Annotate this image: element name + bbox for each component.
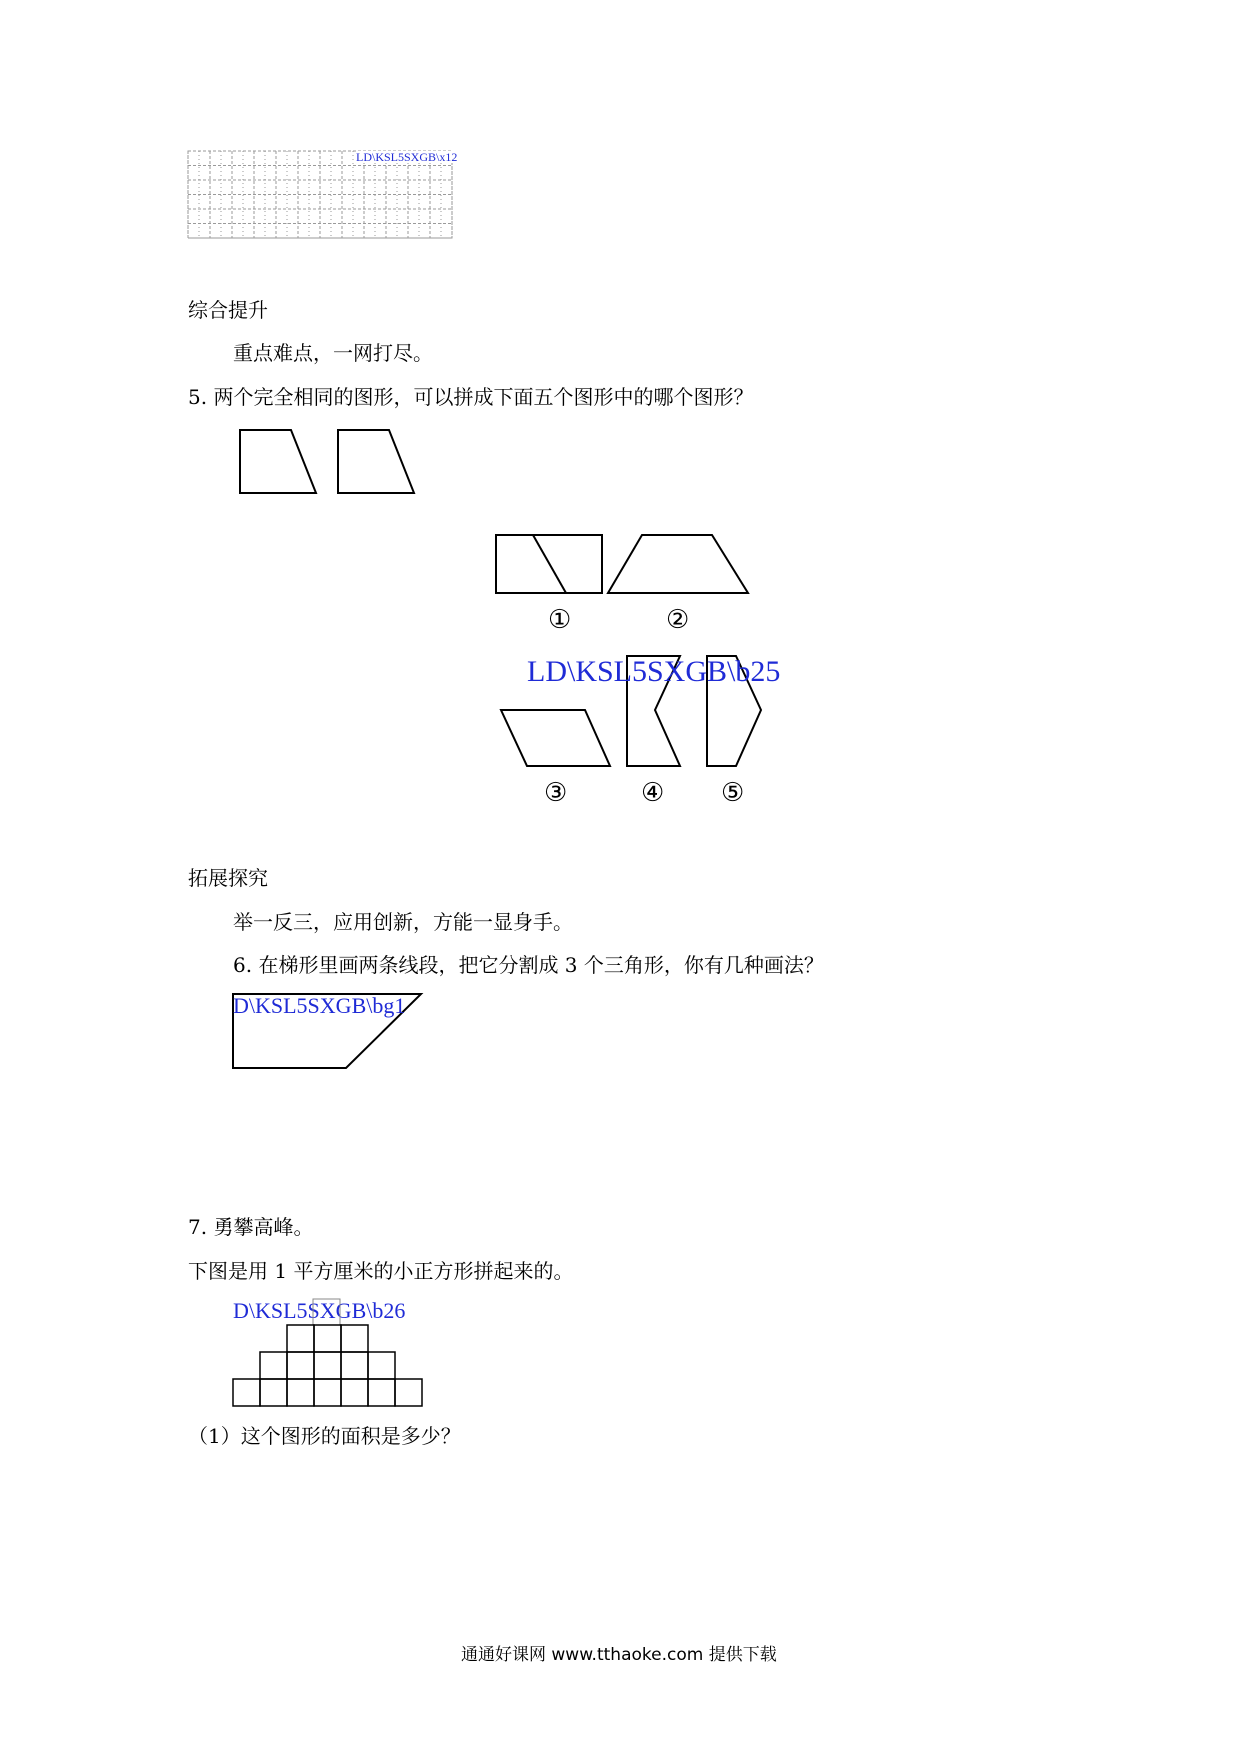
option-4-label: ④ (641, 778, 665, 808)
section-heading-extension: 拓展探究 (188, 866, 268, 890)
unit-square (287, 1352, 314, 1379)
page-footer: 通通好课网 www.tthaoke.com 提供下载 (461, 1645, 777, 1665)
question-6: 6. 在梯形里画两条线段，把它分割成 3 个三角形，你有几种画法？ (233, 953, 824, 977)
option-3-label: ③ (544, 778, 568, 808)
question-7-part-1: （1）这个图形的面积是多少？ (188, 1424, 461, 1448)
unit-square (233, 1379, 260, 1406)
option-2-label: ② (666, 605, 690, 635)
unit-square (341, 1325, 368, 1352)
unit-square (260, 1352, 287, 1379)
section-motto-comprehensive: 重点难点，一网打尽。 (233, 341, 433, 365)
unit-square (314, 1352, 341, 1379)
q5-ref-label: LD\KSL5SXGB\b25 (527, 655, 781, 688)
unit-square (368, 1379, 395, 1406)
unit-square (314, 1325, 341, 1352)
question-7-description: 下图是用 1 平方厘米的小正方形拼起来的。 (188, 1259, 574, 1283)
section-motto-extension: 举一反三，应用创新，方能一显身手。 (233, 910, 573, 934)
grid-ref-label: LD\KSL5SXGB\x12 (356, 150, 458, 164)
unit-square (368, 1352, 395, 1379)
unit-square (341, 1379, 368, 1406)
unit-square (260, 1379, 287, 1406)
unit-square (287, 1325, 314, 1352)
unit-square (314, 1379, 341, 1406)
option-1-label: ① (548, 605, 572, 635)
unit-square (287, 1379, 314, 1406)
question-7-title: 7. 勇攀高峰。 (188, 1215, 314, 1239)
option-5-label: ⑤ (721, 778, 745, 808)
q6-ref-label: D\KSL5SXGB\bg1 (233, 993, 406, 1018)
unit-square (395, 1379, 422, 1406)
ref-box (313, 1299, 340, 1325)
q7-ref-label: D\KSL5SXGB\b26 (233, 1298, 406, 1323)
unit-square (341, 1352, 368, 1379)
section-heading-comprehensive: 综合提升 (188, 298, 268, 322)
question-5: 5. 两个完全相同的图形，可以拼成下面五个图形中的哪个图形？ (188, 385, 754, 409)
